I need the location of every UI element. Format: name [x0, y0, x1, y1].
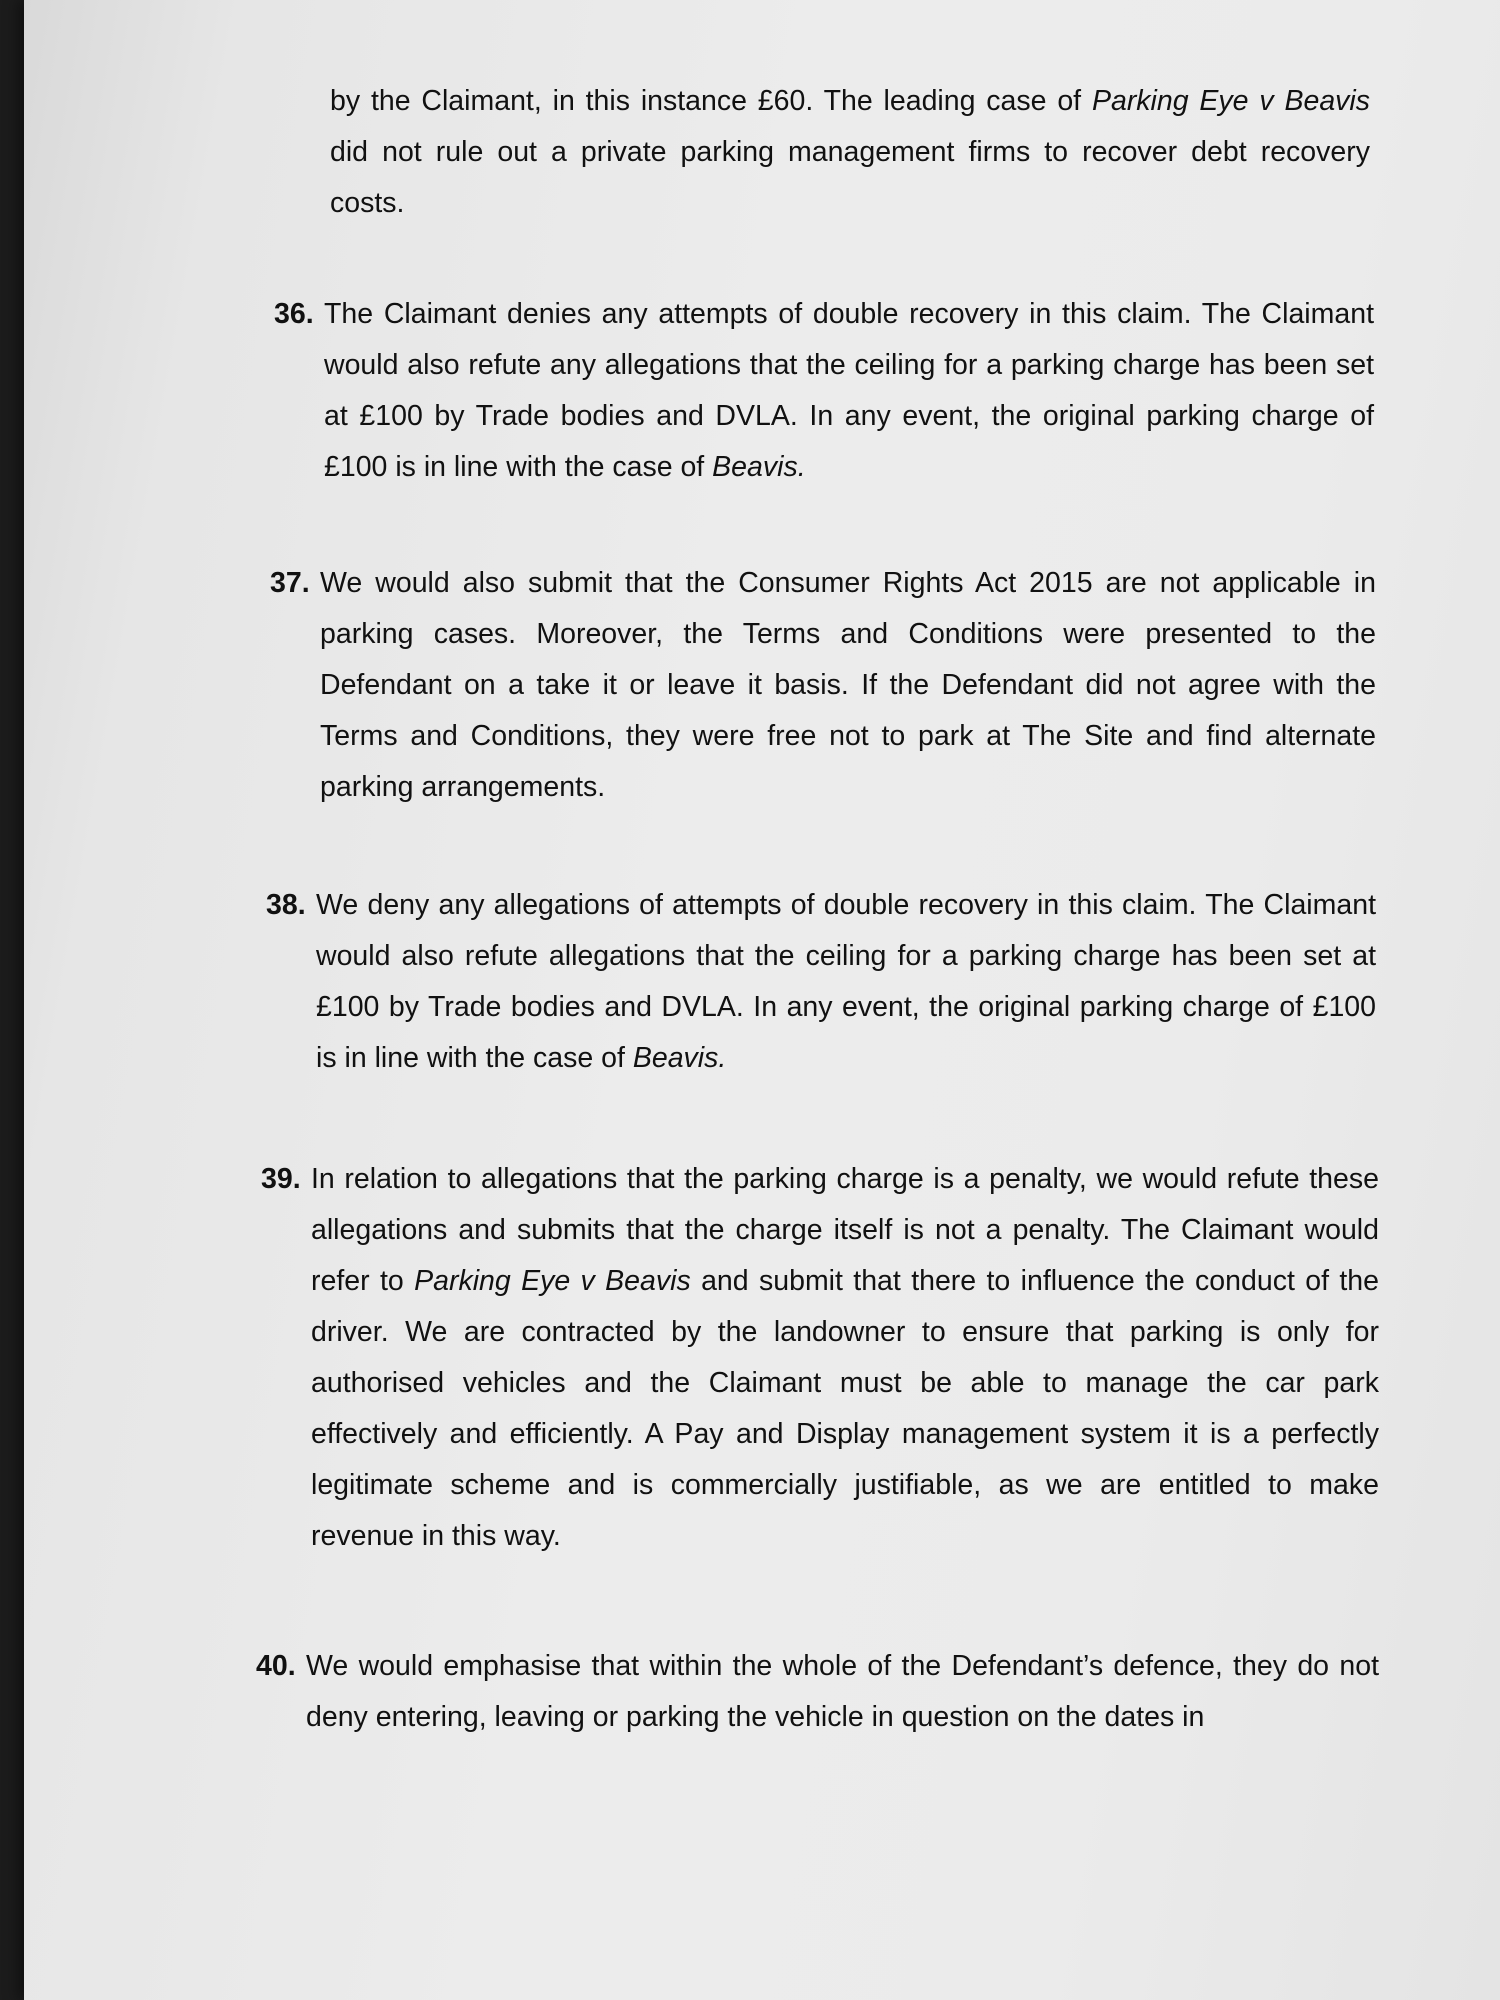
continuation-paragraph: [330, 76, 1370, 229]
paragraph-number: 36.: [274, 298, 314, 330]
document-page: [24, 0, 1500, 2000]
paragraph-40: [256, 1641, 1379, 1743]
case-name: Beavis.: [632, 1042, 727, 1074]
case-name: Parking Eye v Beavis: [414, 1265, 691, 1297]
paragraph-text: We would emphasise that within the whole of the Defendant’s defence, they do not deny entering, leaving or parking the vehicle in question on the dates in: [306, 1650, 1379, 1733]
paragraph-number: 39.: [261, 1163, 301, 1195]
continuation-tail: did not rule out a private parking management firms to recover debt recovery costs.: [330, 136, 1370, 219]
paragraph-36: [274, 289, 1374, 493]
paragraph-number: 38.: [266, 889, 306, 921]
paragraph-number: 40.: [256, 1650, 296, 1682]
paragraph-number: 37.: [270, 567, 310, 599]
paragraph-39: [261, 1154, 1379, 1562]
paragraph-text: We deny any allegations of attempts of double recovery in this claim. The Claimant would also refute allegations that the ceiling for a parking charge has been set at £100 by Trade bodies and DVLA. In any event, the original parking charge of £100 is in line with the case of: [316, 889, 1376, 1074]
case-name: Beavis.: [712, 451, 806, 483]
paragraph-text: The Claimant denies any attempts of double recovery in this claim. The Claimant would also refute any allegations that the ceiling for a parking charge has been set at £100 by Trade bodies and DVLA. In any event, the original parking charge of £100 is in line with the case of: [324, 298, 1374, 483]
paragraph-37: [270, 558, 1376, 813]
continuation-case-name: Parking Eye v Beavis: [1091, 85, 1371, 117]
continuation-lead: by the Claimant, in this instance £60. The leading case of: [330, 85, 1092, 117]
paragraph-text: In relation to allegations that the parking charge is a penalty, we would refute these allegations and submits that the charge itself is not a penalty. The Claimant would refer to: [311, 1163, 1379, 1297]
paragraph-text: We would also submit that the Consumer Rights Act 2015 are not applicable in parking cases. Moreover, the Terms and Conditions were presented to the Defendant on a take it or leave it basis. If the Defendant did not agree with the Terms and Conditions, they were free not to park at The Site and find alternate parking arrangements.: [320, 567, 1376, 803]
paragraph-tail: and submit that there to influence the conduct of the driver. We are contracted by the landowner to ensure that parking is only for authorised vehicles and the Claimant must be able to manage the car park effectively and efficiently. A Pay and Display management system it is a perfectly legitimate scheme and is commercially justifiable, as we are entitled to make revenue in this way.: [311, 1265, 1379, 1552]
paragraph-38: [266, 880, 1376, 1084]
